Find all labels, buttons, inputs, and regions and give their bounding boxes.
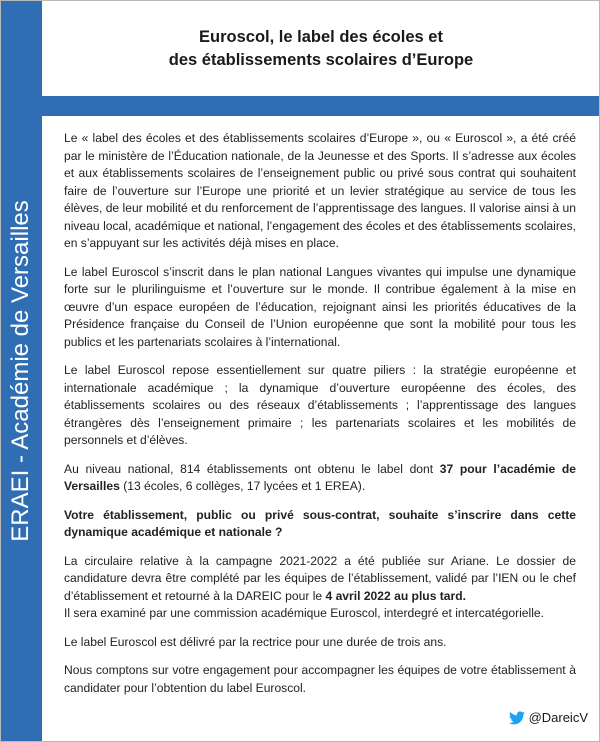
stats-highlight: 37 pour l’académie de Versailles	[64, 461, 576, 493]
paragraph-stats	[64, 461, 576, 496]
paragraph-intro: Le « label des écoles et des établissements scolaires d’Europe », ou « Euroscol », a été créé par le ministère de l’Éducation nationale, de la Jeunesse et des Sports. Il s’adresse aux écoles et aux établissements scolaires de l’enseignement public ou privé sous contrat qui souhaitent faire de l’ouverture sur l’Europe une priorité et un levier stratégique au service de tous les élèves, de leur mobilité et du renforcement de l’apprentissage des langues. Il valorise ainsi à un niveau local, académique et national, l’engagement des écoles et des établissements scolaires, en s’appuyant sur les activités déjà mises en place.	[64, 131, 576, 250]
twitter-bird-icon	[509, 711, 525, 725]
paragraph-duration: Le label Euroscol est délivré par la rectrice pour une durée de trois ans.	[64, 634, 447, 649]
stats-text-a: Au niveau national, 814 établissements ont obtenu le label dont	[64, 461, 440, 476]
sidebar-label: ERAEI - Académie de Versailles	[7, 200, 34, 542]
sidebar-band	[0, 0, 42, 742]
paragraph-closing: Nous comptons sur votre engagement pour accompagner les équipes de votre établissement à candidater pour l’obtention du label Euroscol.	[64, 663, 576, 695]
paragraph-plan: Le label Euroscol s’inscrit dans le plan national Langues vivantes qui impulse une dynamique forte sur le plurilinguisme et l’ouverture sur le monde. Il contribue également à la mise en œuvre d’un espace européen de l’éducation, rejoignant ainsi les priorités éducatives de la Présidence française du Conseil de l’Union européenne que sont la mobilité pour tous les publics et les partenariats scolaires à l’international.	[64, 264, 576, 349]
accent-bar	[42, 96, 600, 116]
page-title	[42, 26, 600, 72]
document-body	[64, 130, 576, 708]
campaign-deadline: 4 avril 2022 au plus tard.	[325, 588, 466, 603]
paragraph-pillars: Le label Euroscol repose essentiellement sur quatre piliers : la stratégie européenne et internationale académique ; la dynamique d’ouverture européenne des écoles, des établissements scolaires ou des réseaux d’établissements ; l’apprentissage des langues étrangères dès l’enseignement primaire ; les partenariats scolaires et les mobilités de personnels et d’élèves.	[64, 363, 576, 447]
title-line-1: Euroscol, le label des écoles et	[199, 28, 443, 46]
paragraph-campaign	[64, 553, 576, 623]
stats-text-b: (13 écoles, 6 collèges, 17 lycées et 1 EREA).	[119, 479, 366, 493]
twitter-handle[interactable]: @DareicV	[528, 710, 588, 725]
twitter-footer[interactable]	[509, 710, 588, 725]
campaign-text-a: La circulaire relative à la campagne 2021-2022 a été publiée sur Ariane. Le dossier de candidature devra être complété par les équipes de l’établissement, validé par l’IEN ou le chef d’établissement et retourné à la DAREIC pour le	[64, 553, 576, 603]
campaign-text-c: Il sera examiné par une commission académique Euroscol, interdegré et intercatégorielle.	[64, 606, 544, 620]
title-line-2: des établissements scolaires d’Europe	[168, 51, 474, 69]
paragraph-question: Votre établissement, public ou privé sous-contrat, souhaite s’inscrire dans cette dynamique académique et nationale ?	[64, 507, 576, 539]
